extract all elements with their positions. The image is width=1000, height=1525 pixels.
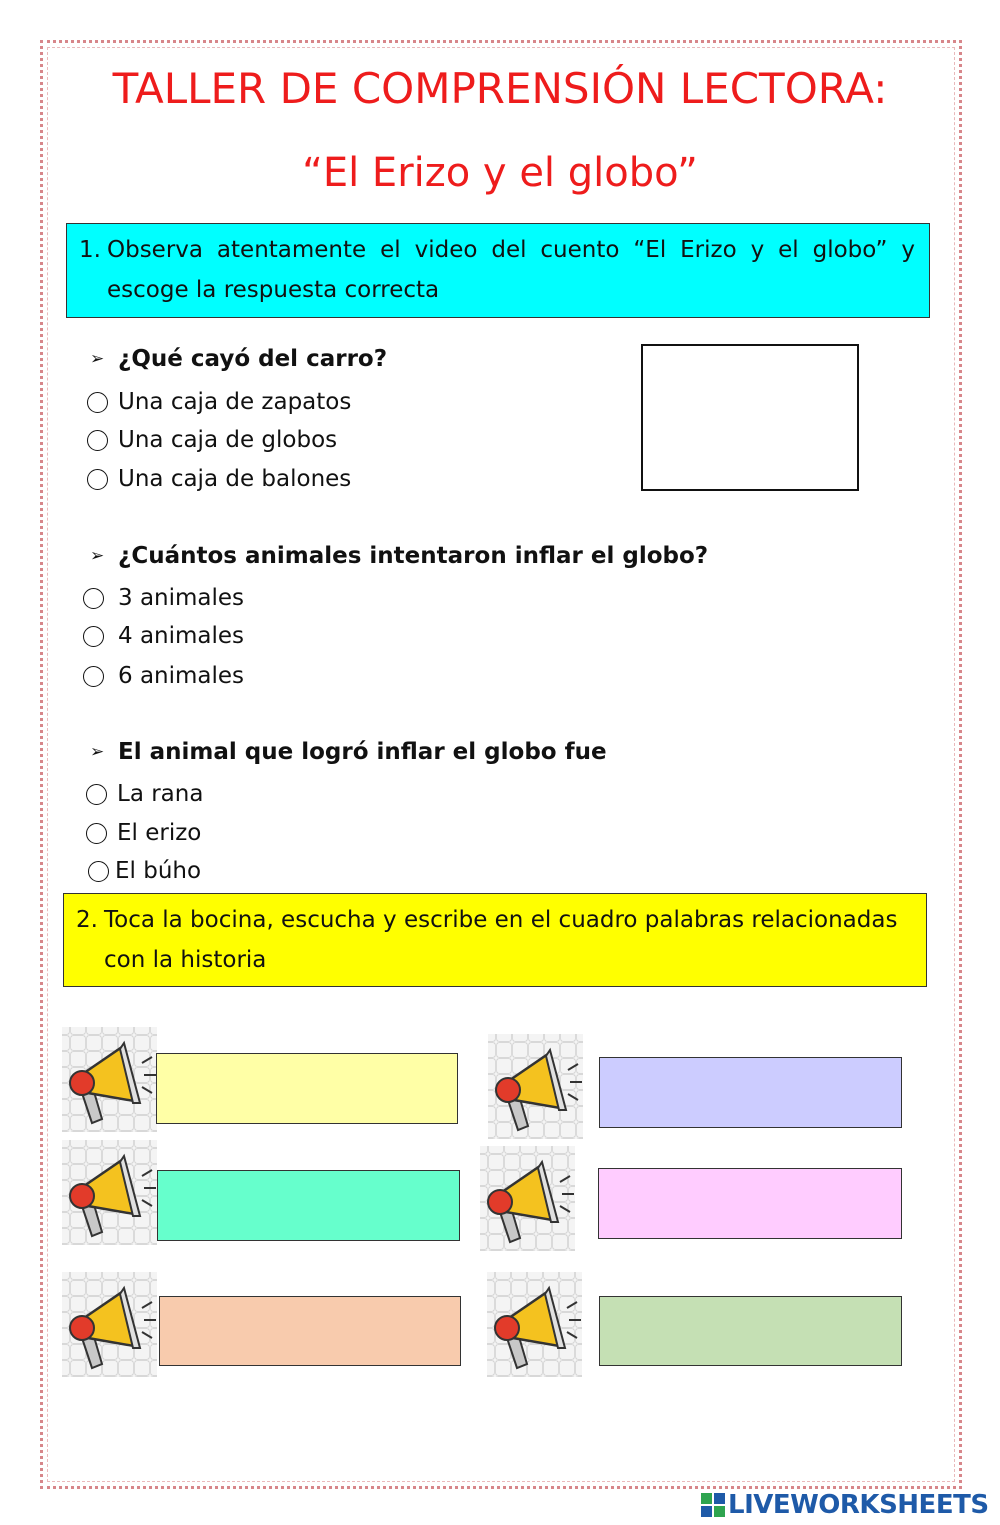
question-1-option-1[interactable] <box>87 387 351 417</box>
option-label: La rana <box>117 781 204 807</box>
liveworksheets-logo <box>700 1489 989 1521</box>
radio-icon[interactable] <box>88 861 109 882</box>
question-2 <box>90 543 708 569</box>
radio-icon[interactable] <box>87 392 108 413</box>
instruction-1-number: 1. <box>79 237 101 263</box>
radio-icon[interactable] <box>86 823 107 844</box>
question-3-option-3[interactable] <box>88 856 201 886</box>
question-1 <box>90 346 387 372</box>
option-label: Una caja de balones <box>118 466 352 492</box>
question-2-option-1[interactable] <box>83 583 244 613</box>
speaker-icon[interactable] <box>62 1140 157 1245</box>
liveworksheets-brand: LIVEWORKSHEETS <box>728 1490 989 1520</box>
radio-icon[interactable] <box>86 784 107 805</box>
question-3-text: El animal que logró inflar el globo fue <box>118 739 607 765</box>
question-2-option-3[interactable] <box>83 661 244 691</box>
arrow-bullet-icon: ➢ <box>90 742 105 762</box>
question-1-option-2[interactable] <box>87 425 337 455</box>
radio-icon[interactable] <box>87 469 108 490</box>
radio-icon[interactable] <box>83 588 104 609</box>
question-3-option-1[interactable] <box>86 779 203 809</box>
story-title: “El Erizo y el globo” <box>302 150 698 196</box>
instruction-2-box <box>63 893 927 987</box>
question-1-option-3[interactable] <box>87 464 351 494</box>
instruction-1-line-1: Observa atentamente el video del cuento “El Erizo y el globo” y <box>107 237 915 263</box>
radio-icon[interactable] <box>83 626 104 647</box>
speaker-icon[interactable] <box>488 1034 583 1139</box>
radio-icon[interactable] <box>87 430 108 451</box>
instruction-2-line-2: con la historia <box>104 947 267 973</box>
option-label: 6 animales <box>118 663 245 689</box>
arrow-bullet-icon: ➢ <box>90 546 105 566</box>
answer-box-2[interactable] <box>599 1057 902 1128</box>
answer-box-6[interactable] <box>599 1296 902 1366</box>
answer-box-1[interactable] <box>156 1053 458 1124</box>
option-label: Una caja de zapatos <box>118 389 352 415</box>
option-label: El erizo <box>117 820 202 846</box>
instruction-1-line-2: escoge la respuesta correcta <box>107 277 440 303</box>
option-label: Una caja de globos <box>118 427 338 453</box>
question-3-option-2[interactable] <box>86 818 201 848</box>
answer-box-3[interactable] <box>157 1170 460 1241</box>
worksheet-title: TALLER DE COMPRENSIÓN LECTORA: <box>112 64 888 113</box>
question-2-option-2[interactable] <box>83 621 244 651</box>
option-label: 4 animales <box>118 623 245 649</box>
speaker-icon[interactable] <box>62 1272 157 1377</box>
instruction-2-line-1: Toca la bocina, escucha y escribe en el cuadro palabras relacionadas <box>104 907 898 933</box>
question-3 <box>90 739 607 765</box>
instruction-2-number: 2. <box>76 907 98 933</box>
answer-box-5[interactable] <box>159 1296 461 1366</box>
option-label: 3 animales <box>118 585 245 611</box>
arrow-bullet-icon: ➢ <box>90 349 105 369</box>
liveworksheets-icon <box>700 1492 726 1518</box>
instruction-1-box <box>66 223 930 318</box>
speaker-icon[interactable] <box>480 1146 575 1251</box>
speaker-icon[interactable] <box>62 1027 157 1132</box>
option-label: El búho <box>115 858 202 884</box>
speaker-icon[interactable] <box>487 1272 582 1377</box>
radio-icon[interactable] <box>83 666 104 687</box>
question-2-text: ¿Cuántos animales intentaron inflar el globo? <box>118 543 709 569</box>
image-placeholder-box <box>641 344 859 491</box>
answer-box-4[interactable] <box>598 1168 902 1239</box>
question-1-text: ¿Qué cayó del carro? <box>118 346 388 372</box>
